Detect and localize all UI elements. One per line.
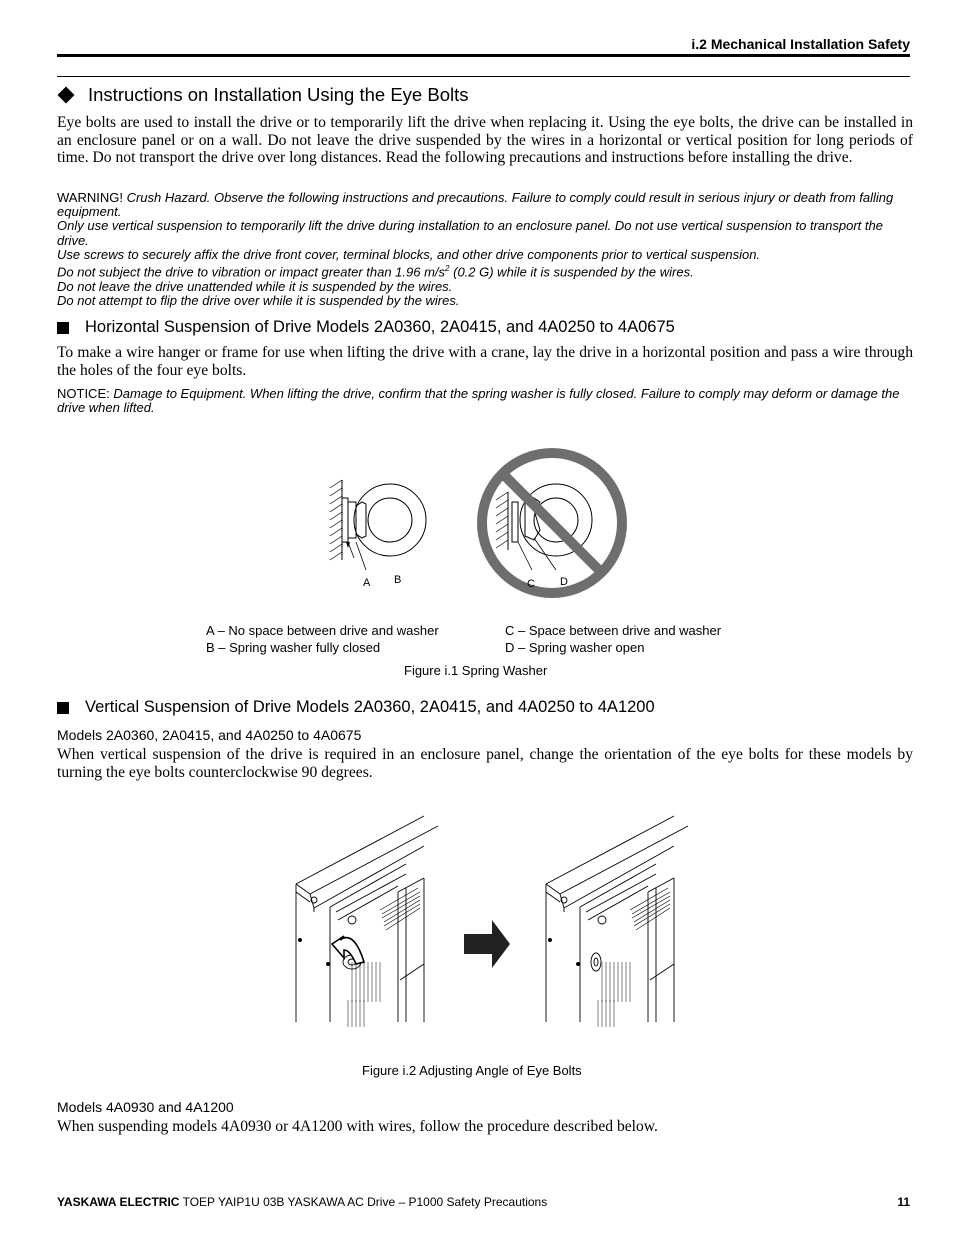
footer-document-info: [57, 1195, 547, 1209]
warning-line: Do not subject the drive to vibration or impact greater than 1.96 $m/s^2$ (0.2 G) while it is suspended by the wires.: [57, 264, 694, 280]
legend-item: D – Spring washer open: [505, 640, 645, 655]
square-bullet-icon: [57, 702, 69, 714]
section-heading-vertical: [57, 698, 655, 717]
header-rule-thin: [57, 76, 910, 77]
eye-bolt-adjust-figure: [288, 812, 688, 1042]
square-bullet-icon: [57, 322, 69, 334]
figure-callout-a: A: [363, 577, 371, 589]
notice-label: NOTICE:: [57, 386, 110, 401]
section-heading-text: Vertical Suspension of Drive Models 2A0360, 2A0415, and 4A0250 to 4A1200: [85, 698, 655, 716]
legend-item: B – Spring washer fully closed: [206, 640, 381, 655]
warning-line: Use screws to securely affix the drive front cover, terminal blocks, and other drive components prior to vertical suspension.: [57, 246, 761, 262]
running-header: i.2 Mechanical Installation Safety: [691, 36, 910, 52]
arrow-right-icon: [464, 920, 510, 968]
diamond-bullet-icon: [58, 87, 75, 104]
section-heading-eye-bolts: [57, 84, 468, 106]
legend-item: A – No space between drive and washer: [206, 623, 439, 638]
figure-callout-b: B: [394, 574, 402, 586]
figure-callout-c: C: [527, 578, 535, 590]
figure-legend-right: [505, 622, 721, 656]
section-heading-text: Instructions on Installation Using the Eye Bolts: [88, 84, 469, 105]
section-heading-horizontal: [57, 318, 675, 337]
header-rule: [57, 54, 910, 57]
warning-line: Only use vertical suspension to temporarily lift the drive during installation to an enclosure panel. Do not use vertical suspension to transport the drive.: [57, 218, 883, 248]
spring-washer-figure: [320, 430, 650, 605]
spring-washer-incorrect-illustration: [482, 453, 622, 593]
models-paragraph: When suspending models 4A0930 or 4A1200 with wires, follow the procedure described below.: [57, 1118, 658, 1135]
figure-legend-left: [206, 622, 439, 656]
rotate-counterclockwise-icon: [332, 936, 364, 964]
warning-label: WARNING!: [57, 190, 123, 205]
figure-callout-d: D: [560, 576, 568, 588]
spring-washer-correct-illustration: [330, 480, 426, 589]
legend-item: C – Space between drive and washer: [505, 623, 722, 638]
subsection-heading: Models 4A0930 and 4A1200: [57, 1099, 234, 1115]
section-heading-text: Horizontal Suspension of Drive Models 2A0360, 2A0415, and 4A0250 to 4A0675: [85, 318, 675, 336]
figure-caption: Figure i.1 Spring Washer: [404, 663, 548, 678]
figure-caption: Figure i.2 Adjusting Angle of Eye Bolts: [362, 1063, 582, 1078]
eye-bolts-paragraph: Eye bolts are used to install the drive or to temporarily lift the drive when replacing it. Using the eye bolts, the drive can be installed in an enclosure panel or on a wall. Do not leave the drive suspended by the wires in a horizontal or vertical position for long periods of time. Do not transport the drive over long distances. Read the following precautions and instructions before installing the drive.: [57, 114, 913, 166]
drive-before-illustration: [296, 816, 438, 1027]
horizontal-paragraph: To make a wire hanger or frame for use when lifting the drive with a crane, lay the drive in a horizontal position and pass a wire through the holes of the four eye bolts.: [57, 344, 913, 379]
drive-after-illustration: [546, 816, 688, 1027]
subsection-heading: Models 2A0360, 2A0415, and 4A0250 to 4A0675: [57, 727, 362, 743]
warning-line: Do not leave the drive unattended while it is suspended by the wires.: [57, 278, 453, 294]
footer-doc-title: TOEP YAIP1U 03B YASKAWA AC Drive – P1000 Safety Precautions: [179, 1195, 548, 1209]
warning-line: Do not attempt to flip the drive over while it is suspended by the wires.: [57, 292, 460, 308]
vertical-paragraph: When vertical suspension of the drive is required in an enclosure panel, change the orientation of the eye bolts for these models by turning the eye bolts counterclockwise 90 degrees.: [57, 746, 913, 781]
notice-block: [57, 387, 913, 415]
footer-brand: YASKAWA ELECTRIC: [57, 1195, 180, 1209]
notice-text: Damage to Equipment. When lifting the drive, confirm that the spring washer is fully closed. Failure to comply may deform or damage the drive when lifted.: [57, 386, 900, 416]
page-number: 11: [897, 1195, 910, 1209]
warning-block: [57, 191, 913, 308]
warning-line: WARNING! Crush Hazard. Observe the following instructions and precautions. Failure to comply could result in serious injury or death from falling equipment.: [57, 190, 894, 220]
